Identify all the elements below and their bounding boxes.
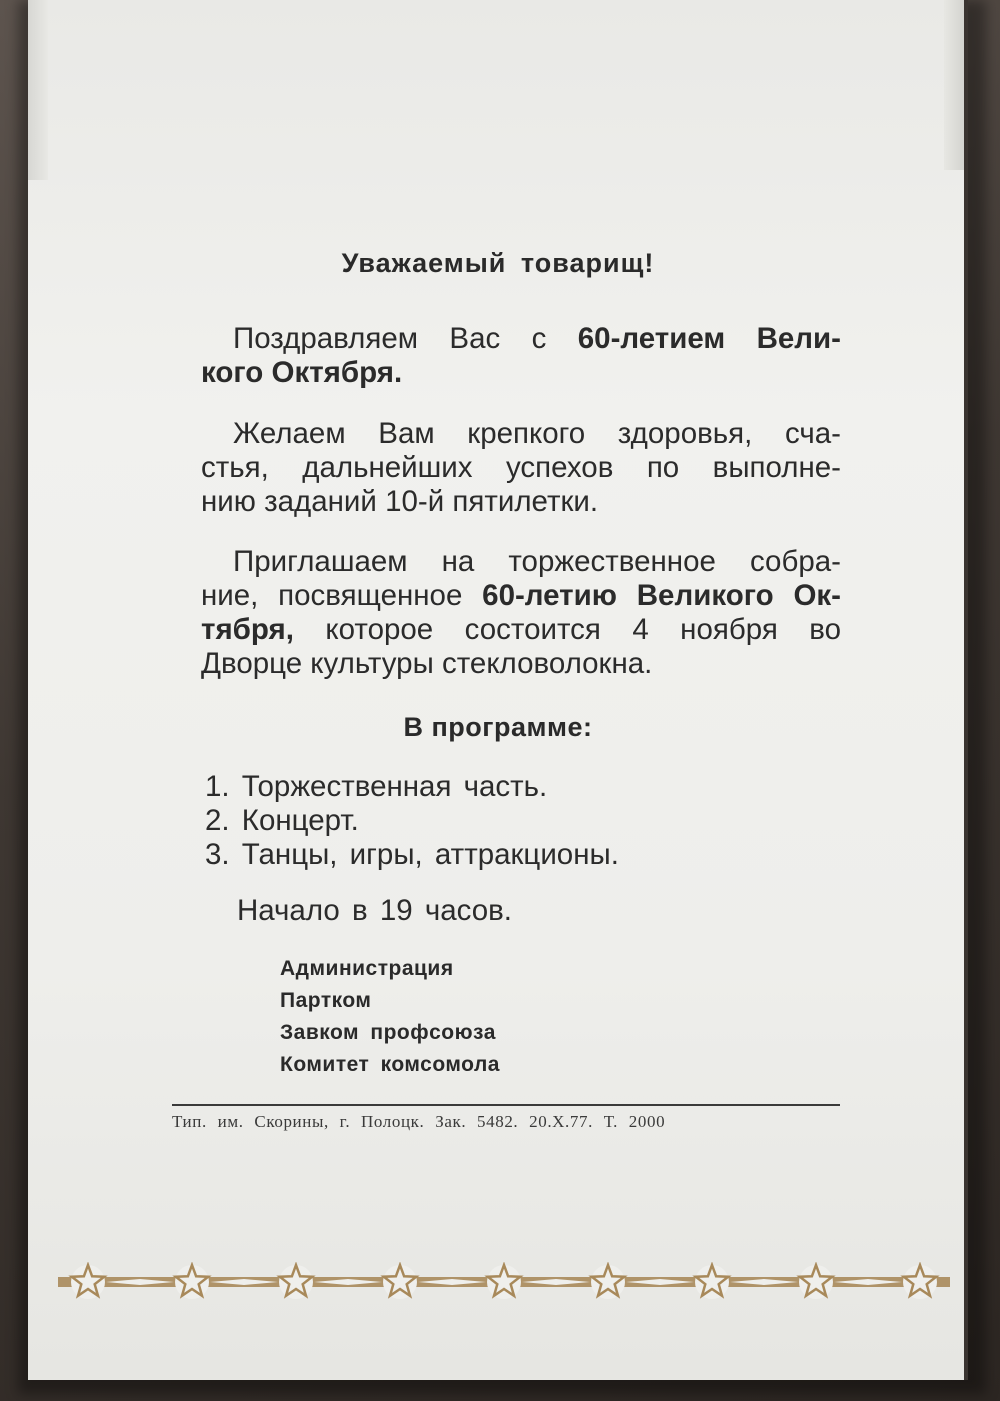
text-run: Дворце культуры стекловолокна. <box>201 647 653 680</box>
paragraph-line <box>201 451 841 485</box>
printer-imprint: Тип. им. Скорины, г. Полоцк. Зак. 5482. 20.X.77. Т. 2000 <box>172 1112 666 1131</box>
star-backdrop <box>903 1265 937 1299</box>
star-backdrop <box>487 1265 521 1299</box>
signature-administration: Администрация <box>280 957 454 980</box>
imprint-divider <box>172 1104 840 1106</box>
paragraph-line <box>201 545 841 579</box>
paragraph-line <box>201 485 841 519</box>
star-backdrop <box>71 1265 105 1299</box>
signature-zavkom: Завком профсоюза <box>280 1021 496 1044</box>
star-backdrop <box>175 1265 209 1299</box>
text-run: стья, дальнейших успехов по выполне- <box>201 451 841 484</box>
paragraph-line <box>201 322 841 356</box>
invitation-paragraph <box>201 545 841 681</box>
program-item: 2. Концерт. <box>205 804 359 837</box>
text-run: нию заданий 10-й пятилетки. <box>201 485 599 518</box>
star-border-ornament <box>58 1262 950 1302</box>
signature-partkom: Партком <box>280 989 372 1012</box>
text-run: Желаем Вам крепкого здоровья, сча- <box>233 417 841 450</box>
star-backdrop <box>695 1265 729 1299</box>
text-run: Приглашаем на торжественное собра- <box>233 545 841 578</box>
program-item: 1. Торжественная часть. <box>205 770 548 803</box>
signatures <box>280 953 500 1081</box>
star-backdrop <box>591 1265 625 1299</box>
program-list <box>205 770 619 872</box>
paragraph-line <box>201 356 841 390</box>
star-backdrop <box>383 1265 417 1299</box>
star-backdrop <box>799 1265 833 1299</box>
signature-komsomol: Комитет комсомола <box>280 1053 500 1076</box>
text-run: ние, посвященное <box>201 579 483 612</box>
card-fold-left <box>28 0 48 180</box>
congratulation-paragraph <box>201 322 841 390</box>
wishes-paragraph <box>201 417 841 519</box>
paragraph-line <box>201 579 841 613</box>
text-run: которое состоится 4 ноября во <box>293 613 841 646</box>
paragraph-line <box>201 613 841 647</box>
greeting-heading: Уважаемый товарищ! <box>341 248 655 278</box>
start-time: Начало в 19 часов. <box>237 894 512 927</box>
text-run: Поздравляем Вас с <box>233 322 578 355</box>
star-backdrop <box>279 1265 313 1299</box>
bold-text: тября, <box>201 613 294 646</box>
program-item: 3. Танцы, игры, аттракционы. <box>205 838 619 871</box>
program-heading: В программе: <box>403 712 593 742</box>
bold-text: 60-летию Великого Ок- <box>482 579 841 612</box>
paragraph-line <box>201 417 841 451</box>
invitation-card <box>28 0 968 1380</box>
bold-text: кого Октября. <box>201 356 403 389</box>
paragraph-line <box>201 647 841 681</box>
bold-text: 60-летием Вели- <box>577 322 841 355</box>
card-edge <box>964 0 968 1380</box>
